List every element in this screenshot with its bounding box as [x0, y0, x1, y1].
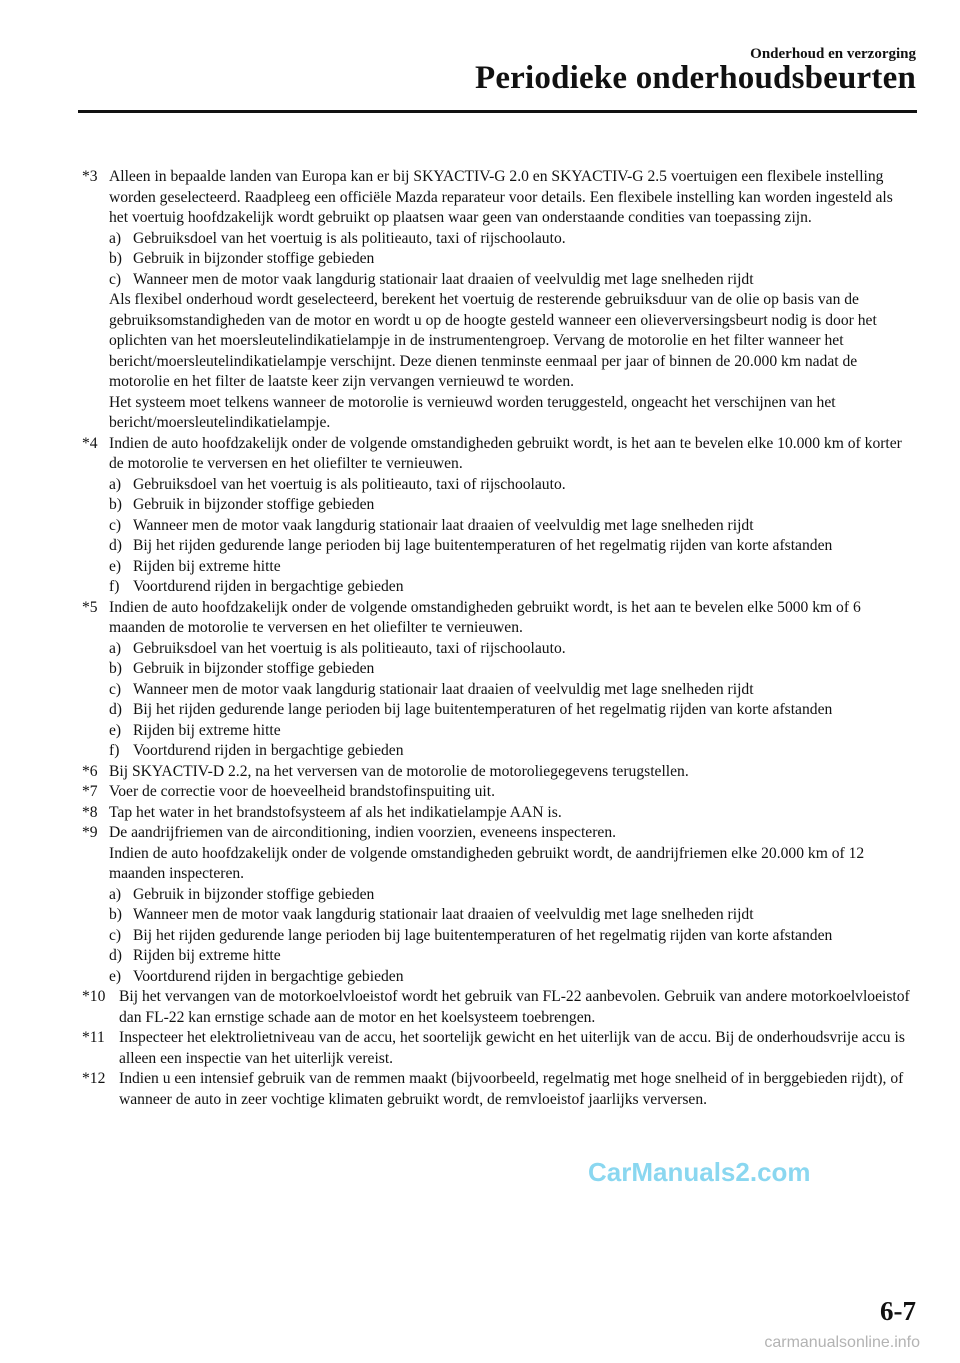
footnote-text: Bij het vervangen van de motorkoelvloeistof wordt het gebruik van FL-22 aanbevolen. Gebruik van andere motorkoelvloeistof dan FL-22 kan ernstige schade aan de motor en het koelsysteem toebrengen.	[119, 988, 910, 1026]
header-rule	[78, 110, 917, 113]
footnote-marker: *12	[82, 1070, 106, 1087]
list-item	[109, 741, 912, 762]
list-item	[109, 270, 912, 291]
list-item-text: Bij het rijden gedurende lange perioden bij lage buitentemperaturen of het regelmatig rijden van korte afstanden	[133, 701, 833, 718]
list-item	[109, 680, 912, 701]
list-item	[109, 721, 912, 742]
list-item-marker: b)	[109, 906, 122, 923]
list-item-marker: c)	[109, 680, 122, 698]
footnote-text: Het systeem moet telkens wanneer de motorolie is vernieuwd worden teruggesteld, ongeacht het verschijnen van het bericht/moersleutelindikatielampje.	[109, 393, 836, 431]
list-item-text: Gebruiksdoel van het voertuig is als politieauto, taxi of rijschoolauto.	[133, 229, 566, 247]
list-item-marker: f)	[109, 578, 120, 595]
list-item-text: Voortdurend rijden in bergachtige gebieden	[133, 742, 404, 759]
list-item-text: Gebruiksdoel van het voertuig is als politieauto, taxi of rijschoolauto.	[133, 475, 566, 493]
footnote-text: Alleen in bepaalde landen van Europa kan er bij SKYACTIV-G 2.0 en SKYACTIV-G 2.5 voertuigen een flexibele instelling worden geselecteerd. Raadpleeg een officiële Mazda reparateur voor details. Een flexibele instelling kan worden ingesteld als het voertuig hoofdzakelijk wordt gebruikt op plaatsen waar geen van onderstaande condities van toepassing zijn.	[109, 168, 893, 226]
list-item	[109, 229, 912, 250]
list-item	[109, 639, 912, 660]
footnote-text: Indien u een intensief gebruik van de remmen maakt (bijvoorbeeld, regelmatig met hoge snelheid of in berggebieden rijdt), of wanneer de auto in zeer vochtige klimaten gebruikt wordt, de remvloeistof jaarlijks verversen.	[119, 1070, 904, 1108]
section-heading: Onderhoud en verzorging	[750, 46, 916, 62]
list-item-text: Gebruiksdoel van het voertuig is als politieauto, taxi of rijschoolauto.	[133, 639, 566, 657]
list-item-marker: e)	[109, 721, 122, 739]
list-item-marker: c)	[109, 926, 122, 944]
footnote-text: Indien de auto hoofdzakelijk onder de volgende omstandigheden gebruikt wordt, de aandrijfriemen elke 20.000 km of 12 maanden inspecteren.	[109, 844, 865, 882]
list-item-text: Gebruik in bijzonder stoffige gebieden	[133, 250, 375, 267]
list-item-text: Voortdurend rijden in bergachtige gebieden	[133, 967, 404, 985]
list-item-marker: f)	[109, 742, 120, 759]
list-item-text: Voortdurend rijden in bergachtige gebieden	[133, 578, 404, 595]
footnote-marker: *5	[82, 598, 98, 616]
list-item	[109, 946, 912, 967]
list-item-marker: d)	[109, 701, 122, 718]
list-item	[109, 967, 912, 988]
list-item-text: Wanneer men de motor vaak langdurig stationair laat draaien of veelvuldig met lage snelheden rijdt	[133, 680, 754, 698]
list-item	[109, 659, 912, 680]
footnote	[82, 434, 912, 598]
list-item-text: Bij het rijden gedurende lange perioden bij lage buitentemperaturen of het regelmatig rijden van korte afstanden	[133, 926, 833, 944]
list-item	[109, 475, 912, 496]
list-item	[109, 495, 912, 516]
site-footer: carmanualsonline.info	[764, 1334, 920, 1351]
footnote-text: Indien de auto hoofdzakelijk onder de volgende omstandigheden gebruikt wordt, is het aan te bevelen elke 10.000 km of korter de motorolie te verversen en het oliefilter te vernieuwen.	[109, 434, 902, 472]
list-item-marker: c)	[109, 516, 122, 534]
list-item-marker: b)	[109, 496, 122, 513]
list-item	[109, 926, 912, 947]
list-item-marker: a)	[109, 475, 122, 493]
page-title: Periodieke onderhoudsbeurten	[474, 60, 916, 96]
footnote-marker: *10	[82, 988, 106, 1005]
list-item	[109, 885, 912, 906]
list-item-marker: a)	[109, 229, 122, 247]
footnote-text: Als flexibel onderhoud wordt geselecteerd, berekent het voertuig de resterende gebruiksduur van de olie op basis van de gebruiksomstandigheden van de motor en wordt u op de hoogte gesteld wanneer een olieverversingsbeurt nodig is door het oplichten van het moersleutelindikatielampje in de instrumentengroep. Vervang de motorolie en het filter wanneer het bericht/moersleutelindikatielampje verschijnt. Deze dienen tenminste eenmaal per jaar of binnen de 20.000 km nadat de motorolie en het filter de laatste keer zijn vervangen vernieuwd te worden.	[109, 291, 877, 390]
list-item-text: Wanneer men de motor vaak langdurig stationair laat draaien of veelvuldig met lage snelheden rijdt	[133, 516, 754, 534]
list-item-text: Gebruik in bijzonder stoffige gebieden	[133, 885, 375, 903]
footnote	[82, 823, 912, 987]
list-item-text: Wanneer men de motor vaak langdurig stationair laat draaien of veelvuldig met lage snelheden rijdt	[133, 906, 754, 923]
footnotes-list	[82, 167, 912, 1110]
footnote-text: Tap het water in het brandstofsysteem af als het indikatielampje AAN is.	[109, 803, 562, 821]
list-item-text: Wanneer men de motor vaak langdurig stationair laat draaien of veelvuldig met lage snelheden rijdt	[133, 270, 754, 288]
list-item-marker: e)	[109, 557, 122, 575]
footnote	[82, 782, 912, 803]
footnote-marker: *6	[82, 762, 98, 780]
list-item-text: Rijden bij extreme hitte	[133, 721, 281, 739]
list-item	[109, 577, 912, 598]
list-item	[109, 249, 912, 270]
footnote	[82, 1069, 912, 1110]
list-item-marker: a)	[109, 639, 122, 657]
list-item-marker: b)	[109, 250, 122, 267]
list-item-marker: d)	[109, 947, 122, 964]
list-item-marker: c)	[109, 270, 122, 288]
list-item	[109, 516, 912, 537]
footnote-marker: *8	[82, 803, 98, 821]
footnote-marker: *3	[82, 168, 98, 185]
list-item-text: Rijden bij extreme hitte	[133, 557, 281, 575]
footnote	[82, 987, 912, 1028]
list-item	[109, 700, 912, 721]
footnote-marker: *9	[82, 824, 98, 841]
list-item	[109, 905, 912, 926]
list-item-text: Gebruik in bijzonder stoffige gebieden	[133, 496, 375, 513]
list-item-marker: b)	[109, 660, 122, 677]
list-item-text: Rijden bij extreme hitte	[133, 947, 281, 964]
footnote-text: Inspecteer het elektrolietniveau van de accu, het soortelijk gewicht en het uiterlijk van de accu. Bij de onderhoudsvrije accu is alleen een inspectie van het uiterlijk vereist.	[119, 1029, 905, 1067]
list-item	[109, 557, 912, 578]
footnote	[82, 803, 912, 824]
footnote	[82, 1028, 912, 1069]
footnote-marker: *11	[82, 1029, 105, 1046]
footnote-text: Bij SKYACTIV-D 2.2, na het verversen van de motorolie de motoroliegegevens terugstellen.	[109, 762, 689, 780]
footnote-marker: *7	[82, 783, 98, 800]
footnote-text: Indien de auto hoofdzakelijk onder de volgende omstandigheden gebruikt wordt, is het aan te bevelen elke 5000 km of 6 maanden de motorolie te verversen en het oliefilter te vernieuwen.	[109, 598, 861, 636]
footnote-text: Voer de correctie voor de hoeveelheid brandstofinspuiting uit.	[109, 783, 495, 800]
footnote	[82, 598, 912, 762]
list-item-marker: a)	[109, 885, 122, 903]
list-item-text: Bij het rijden gedurende lange perioden bij lage buitentemperaturen of het regelmatig rijden van korte afstanden	[133, 537, 833, 554]
list-item	[109, 536, 912, 557]
list-item-marker: d)	[109, 537, 122, 554]
footnote-marker: *4	[82, 434, 98, 452]
footnote	[82, 762, 912, 783]
footnote-text: De aandrijfriemen van de airconditioning, indien voorzien, eveneens inspecteren.	[109, 824, 617, 841]
list-item-marker: e)	[109, 967, 122, 985]
watermark-text: CarManuals2.com	[588, 1157, 811, 1187]
footnote	[82, 167, 912, 434]
list-item-text: Gebruik in bijzonder stoffige gebieden	[133, 660, 375, 677]
page-number: 6-7	[880, 1296, 916, 1326]
